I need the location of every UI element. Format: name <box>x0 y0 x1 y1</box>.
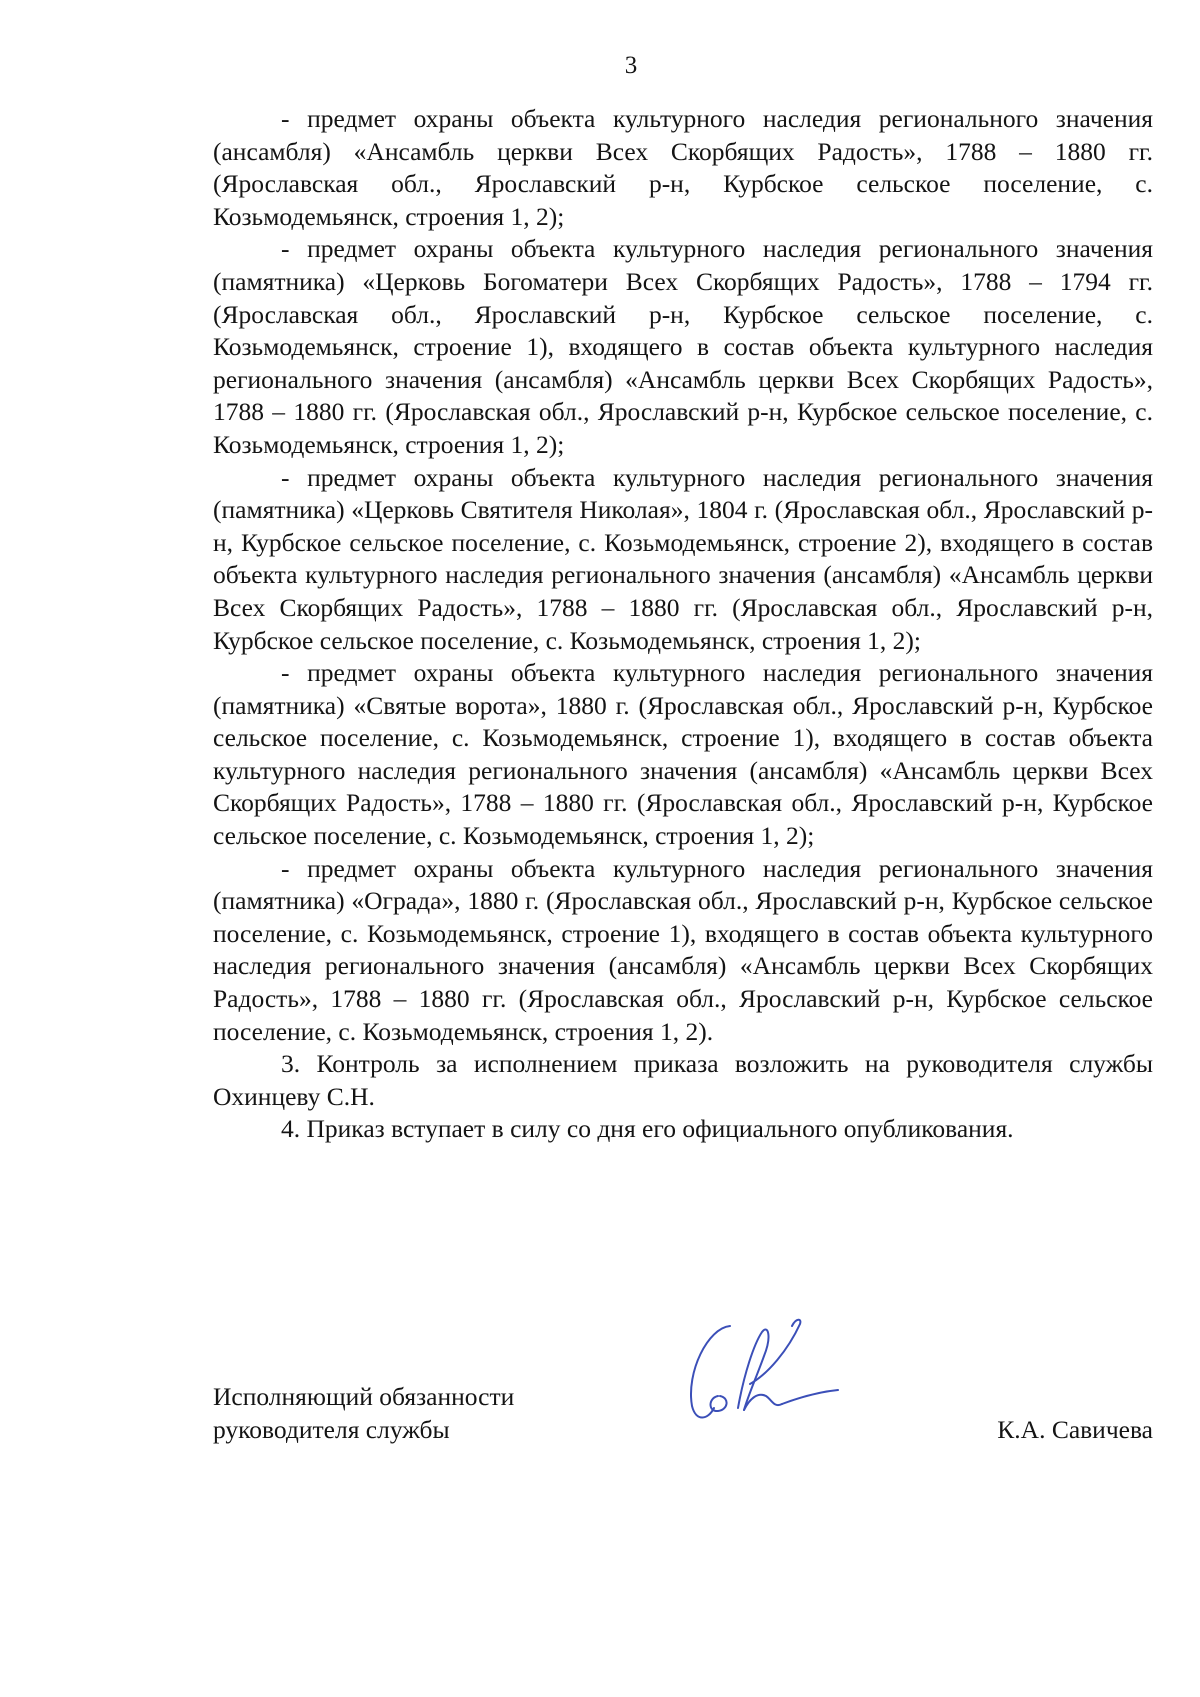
signer-title-line-1: Исполняющий обязанности <box>213 1382 515 1411</box>
paragraph-protection-fence: - предмет охраны объекта культурного наследия регионального значения (памятника) «Ограда», 1880 г. (Ярославская обл., Ярославский р-н, Курбское сельское поселение, с. Козьмодемьянск, строение 1), входящего в состав объекта культурного наследия регионального значения (ансамбля) «Ансамбль церкви Всех Скорбящих Радость», 1788 – 1880 гг. (Ярославская обл., Ярославский р-н, Курбское сельское поселение, с. Козьмодемьянск, строения 1, 2). <box>213 853 1153 1046</box>
document-body <box>213 103 1153 1146</box>
paragraph-protection-ensemble: - предмет охраны объекта культурного наследия регионального значения (ансамбля) «Ансамбль церкви Всех Скорбящих Радость», 1788 – 1880 гг. (Ярославская обл., Ярославский р-н, Курбское сельское поселение, с. Козьмодемьянск, строения 1, 2); <box>213 104 1153 231</box>
handwritten-signature <box>678 1310 858 1440</box>
signer-title <box>213 1380 514 1446</box>
paragraph-protection-holy-gates: - предмет охраны объекта культурного наследия регионального значения (памятника) «Святые ворота», 1880 г. (Ярославская обл., Ярославский р-н, Курбское сельское поселение, с. Козьмодемьянск, строение 1), входящего в состав объекта культурного наследия регионального значения (ансамбля) «Ансамбль церкви Всех Скорбящих Радость», 1788 – 1880 гг. (Ярославская обл., Ярославский р-н, Курбское сельское поселение, с. Козьмодемьянск, строения 1, 2); <box>213 658 1153 851</box>
signer-title-line-2: руководителя службы <box>213 1415 450 1444</box>
paragraph-control-clause: 3. Контроль за исполнением приказа возложить на руководителя службы Охинцеву С.Н. <box>213 1049 1153 1111</box>
paragraph-protection-church-st-nicholas: - предмет охраны объекта культурного наследия регионального значения (памятника) «Церковь Святителя Николая», 1804 г. (Ярославская обл., Ярославский р-н, Курбское сельское поселение, с. Козьмодемьянск, строение 2), входящего в состав объекта культурного наследия регионального значения (ансамбля) «Ансамбль церкви Всех Скорбящих Радость», 1788 – 1880 гг. (Ярославская обл., Ярославский р-н, Курбское сельское поселение, с. Козьмодемьянск, строения 1, 2); <box>213 462 1153 655</box>
signer-name: К.А. Савичева <box>997 1415 1153 1444</box>
page-number: 3 <box>624 52 638 79</box>
paragraph-effective-date-clause: 4. Приказ вступает в силу со дня его официального опубликования. <box>281 1114 1014 1144</box>
signature-block <box>213 1380 1153 1500</box>
paragraph-protection-church-mother-of-god: - предмет охраны объекта культурного наследия регионального значения (памятника) «Церковь Богоматери Всех Скорбящих Радость», 1788 – 1794 гг. (Ярославская обл., Ярославский р-н, Курбское сельское поселение, с. Козьмодемьянск, строение 1), входящего в состав объекта культурного наследия регионального значения (ансамбля) «Ансамбль церкви Всех Скорбящих Радость», 1788 – 1880 гг. (Ярославская обл., Ярославский р-н, Курбское сельское поселение, с. Козьмодемьянск, строения 1, 2); <box>213 234 1153 459</box>
